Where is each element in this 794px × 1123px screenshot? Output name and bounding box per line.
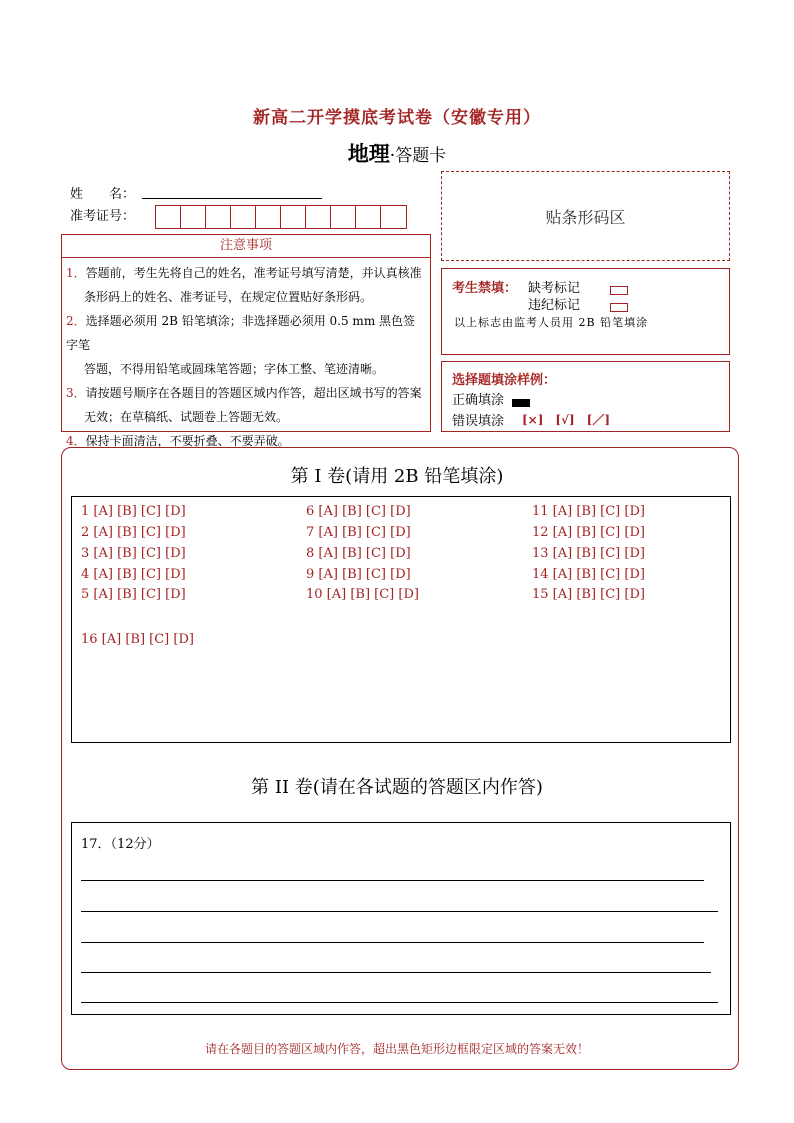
- card-subtitle: [0, 138, 794, 168]
- part1-title: 第 I 卷(请用 2B 铅笔填涂): [290, 466, 504, 487]
- exam-id-digit-box[interactable]: [281, 206, 306, 228]
- footer-warning: 请在各题目的答题区域内作答，超出黑色矩形边框限定区域的答案无效！: [204, 1042, 589, 1056]
- notice-panel: [61, 234, 431, 448]
- choice-question-7[interactable]: 7 [A] [B] [C] [D]: [306, 525, 411, 540]
- notice-item-text: 保持卡面清洁，不要折叠、不要弄破。: [85, 434, 290, 448]
- answer-line: [81, 911, 718, 912]
- question-17-label: 17．（12分）: [81, 837, 160, 852]
- notice-item-text: 答题前，考生先将自己的姓名，准考证号填写清楚，并认真核准: [85, 266, 422, 280]
- exam-id-digit-box[interactable]: [181, 206, 206, 228]
- exam-id-digit-box[interactable]: [156, 206, 181, 228]
- choice-question-12[interactable]: 12 [A] [B] [C] [D]: [532, 525, 645, 540]
- choice-question-6[interactable]: 6 [A] [B] [C] [D]: [306, 504, 411, 519]
- notice-item-text: 无效；在草稿纸、试题卷上答题无效。: [84, 410, 289, 424]
- choice-question-8[interactable]: 8 [A] [B] [C] [D]: [306, 546, 411, 561]
- notice-item-text: 选择题必须用 2B 铅笔填涂；非选择题必须用 0.5 mm 黑色签字笔: [66, 314, 416, 352]
- subject-name: 地理: [347, 141, 390, 166]
- answer-line: [81, 972, 711, 973]
- exam-id-boxes[interactable]: [155, 205, 407, 229]
- notice-item: [62, 261, 430, 309]
- answer-line: [81, 1002, 718, 1003]
- exam-id-label: 准考证号：: [70, 209, 136, 224]
- notice-item-num: 2．: [66, 314, 86, 328]
- choice-question-13[interactable]: 13 [A] [B] [C] [D]: [532, 546, 645, 561]
- answer-line: [81, 880, 704, 881]
- card-name: 答题卡: [395, 146, 447, 166]
- choice-question-11[interactable]: 11 [A] [B] [C] [D]: [532, 504, 645, 519]
- notice-heading: 注意事项: [62, 235, 430, 258]
- choice-question-4[interactable]: 4 [A] [B] [C] [D]: [81, 567, 186, 582]
- choice-question-10[interactable]: 10 [A] [B] [C] [D]: [306, 587, 419, 602]
- barcode-label: 贴条形码区: [545, 207, 626, 227]
- prohibit-note: 以上标志由监考人员用 2B 铅笔填涂: [454, 316, 649, 329]
- choice-question-1[interactable]: 1 [A] [B] [C] [D]: [81, 504, 186, 519]
- essay-answer-box[interactable]: [71, 822, 731, 1015]
- prohibit-label: 考生禁填：: [452, 281, 518, 296]
- choice-question-15[interactable]: 15 [A] [B] [C] [D]: [532, 587, 645, 602]
- choice-question-5[interactable]: 5 [A] [B] [C] [D]: [81, 587, 186, 602]
- subtitle-dot: ·: [389, 146, 396, 166]
- notice-item-text: 条形码上的姓名、准考证号，在规定位置贴好条形码。: [84, 290, 373, 304]
- exam-id-digit-box[interactable]: [306, 206, 331, 228]
- exam-title: 新高二开学摸底考试卷（安徽专用）: [253, 108, 541, 128]
- wrong-fill-marks: [×] [√] [／]: [522, 413, 611, 427]
- answer-line: [81, 942, 704, 943]
- notice-item-num: 3．: [66, 386, 86, 400]
- choice-question-9[interactable]: 9 [A] [B] [C] [D]: [306, 567, 411, 582]
- notice-item-num: 4．: [66, 434, 86, 448]
- barcode-area: [441, 171, 730, 261]
- exam-id-digit-box[interactable]: [356, 206, 381, 228]
- exam-id-digit-box[interactable]: [381, 206, 406, 228]
- correct-fill-mark: [512, 392, 530, 411]
- notice-item: [62, 309, 430, 381]
- exam-id-digit-box[interactable]: [331, 206, 356, 228]
- choice-question-16[interactable]: 16 [A] [B] [C] [D]: [81, 632, 194, 647]
- choice-question-14[interactable]: 14 [A] [B] [C] [D]: [532, 567, 645, 582]
- correct-fill-label: 正确填涂: [452, 393, 505, 408]
- violation-mark-label: 违纪标记: [528, 298, 581, 313]
- notice-item: [62, 381, 430, 429]
- exam-id-digit-box[interactable]: [256, 206, 281, 228]
- fill-sample-panel: [441, 361, 730, 432]
- notice-item-num: 1．: [66, 266, 86, 280]
- choice-question-3[interactable]: 3 [A] [B] [C] [D]: [81, 546, 186, 561]
- choice-question-2[interactable]: 2 [A] [B] [C] [D]: [81, 525, 186, 540]
- choice-answer-box: [71, 496, 731, 743]
- notice-item-text: 答题，不得用铅笔或圆珠笔答题；字体工整、笔迹清晰。: [84, 362, 385, 376]
- absent-mark-label: 缺考标记: [528, 281, 581, 296]
- name-label: 姓 名：: [70, 187, 136, 202]
- fill-sample-label: 选择题填涂样例：: [452, 373, 557, 388]
- exam-id-digit-box[interactable]: [231, 206, 256, 228]
- part2-title: 第 II 卷(请在各试题的答题区内作答): [251, 777, 543, 798]
- name-field[interactable]: [142, 198, 322, 199]
- exam-id-digit-box[interactable]: [206, 206, 231, 228]
- notice-item-text: 请按题号顺序在各题目的答题区域内作答，超出区域书写的答案: [85, 386, 422, 400]
- prohibit-panel: [441, 268, 730, 355]
- wrong-fill-label: 错误填涂: [452, 414, 505, 429]
